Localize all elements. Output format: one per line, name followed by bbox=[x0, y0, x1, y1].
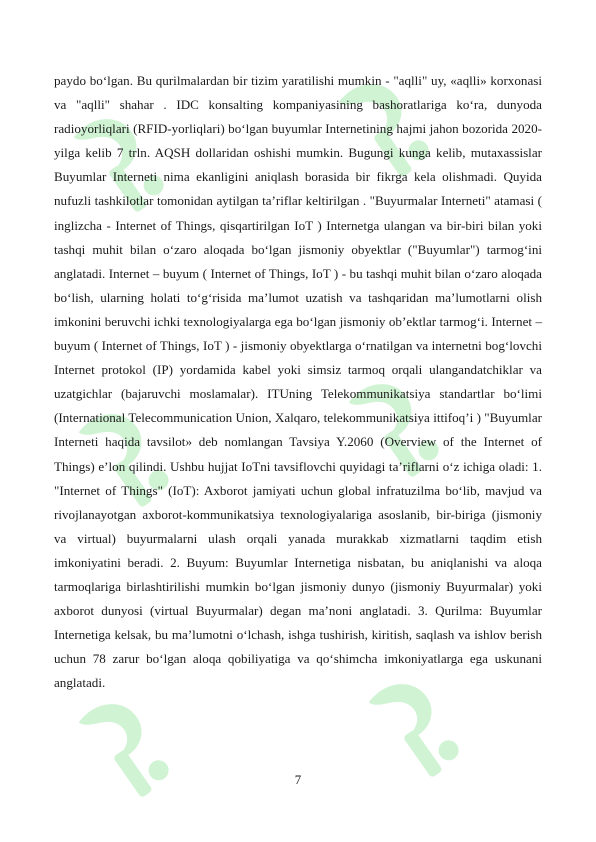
body-paragraph: paydo bo‘lgan. Bu qurilmalardan bir tizim yaratilishi mumkin - "aqlli" uy, «aqlli» korxonasi va "aqlli" shahar . IDC konsalting kompaniyasining bashoratlariga ko‘ra, dunyoda radioyorliqlari (RFID-yorliqlari) bo‘lgan buyumlar Internetining hajmi jahon bozorida 2020-yilga kelib 7 trln. AQSH dollaridan oshishi mumkin. Bugungi kunga kelib, mutaxassislar Buyumlar Interneti nima ekanligini aniqlash borasida bir fikrga kela olishmadi. Quyida nufuzli tashkilotlar tomonidan aytilgan ta’riflar keltirilgan . "Buyurmalar Interneti" atamasi ( inglizcha - Internet of Things, qisqartirilgan IoT ) Internetga ulangan va bir-biri bilan yoki tashqi muhit bilan o‘zaro aloqada bo‘lgan jismoniy obyektlar ("Buyumlar") tarmog‘ini anglatadi. Internet – buyum ( Internet of Things, IoT ) - bu tashqi muhit bilan o‘zaro aloqada bo‘lish, ularning holati to‘g‘risida ma’lumot uzatish va tashqaridan ma’lumotlarni olish imkonini beruvchi ichki texnologiyalarga ega bo‘lgan jismoniy ob’ektlar tarmog‘i. Internet – buyum ( Internet of Things, IoT ) - jismoniy obyektlarga o‘rnatilgan va internetni bog‘lovchi Internet protokol (IP) yordamida kabel yoki simsiz tarmoq orqali ulangandatchiklar va uzatgichlar (bajaruvchi moslamalar). ITUning Telekommunikatsiya standartlar bo‘limi (International Telecommunication Union, Xalqaro, telekommunikatsiya ittifoq’i ) "Buyumlar Interneti haqida tavsilot» deb nomlangan Tavsiya Y.2060 (Overview of the Internet of Things) e’lon qilindi. Ushbu hujjat IoTni tavsiflovchi quyidagi ta’riflarni o‘z ichiga oladi: 1. "Internet of Things" (IoT): Axborot jamiyati uchun global infratuzilma bo‘lib, mavjud va rivojlanayotgan axborot-kommunikatsiya texnologiyalariga asoslanib, bir-biriga (jismoniy va virtual) buyurmalarni ulash orqali yanada murakkab xizmatlarni taqdim etish imkoniyatini beradi. 2. Buyum: Buyumlar Internetiga nisbatan, bu aniqlanishi va aloqa tarmoqlariga birlashtirilishi mumkin bo‘lgan jismoniy dunyo (jismoniy Buyurmalar) yoki axborot dunyosi (virtual Buyurmalar) degan ma’noni anglatadi. 3. Qurilma: Buyumlar Internetiga kelsak, bu ma’lumotni o‘lchash, ishga tushirish, kiritish, saqlash va ishlov berish uchun 78 zarur bo‘lgan aloqa qobiliyatiga va qo‘shimcha imkoniyatlarga ega uskunani anglatadi. bbox=[54, 73, 542, 691]
watermark-logo-icon bbox=[60, 680, 190, 810]
page-number: 7 bbox=[294, 772, 302, 787]
